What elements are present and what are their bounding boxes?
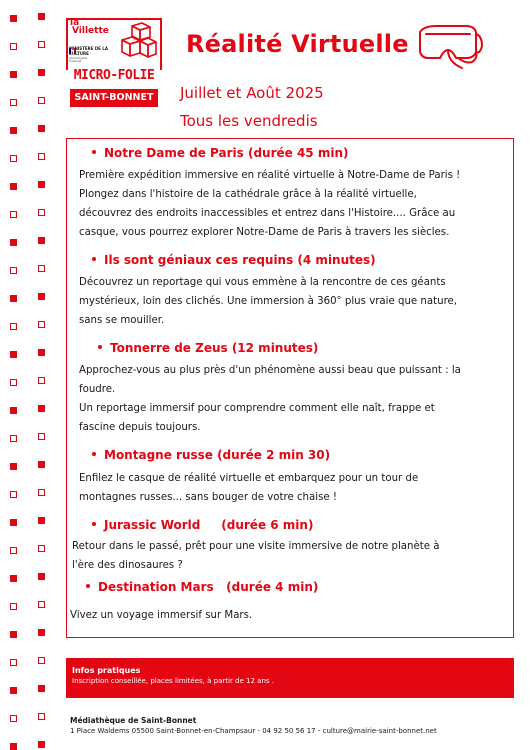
decorative-square [38,545,45,552]
logo-micro-folie: MICRO-FOLIE [73,68,155,83]
footer-name: Médiathèque de Saint-Bonnet [70,716,197,725]
bullet-icon [86,584,90,588]
decorative-square [38,517,45,524]
logo-villette: Villette [72,26,109,36]
decorative-square [10,687,17,694]
decorative-square [10,71,17,78]
infos-heading: Infos pratiques [72,666,141,675]
decorative-square [38,489,45,496]
bullet-icon [92,452,96,456]
item-line: l'ère des dinosaures ? [72,560,183,571]
decorative-square [10,127,17,134]
decorative-square [10,743,17,750]
item-line: fascine depuis toujours. [79,422,201,433]
decorative-square [10,659,17,666]
item-line: mystérieux, loin des clichés. Une immersion à 360° plus vraie que nature, [79,296,458,307]
bullet-icon [92,522,96,526]
item-line: montagnes russes... sans bouger de votre chaise ! [79,492,337,503]
decorative-square [10,15,17,22]
item-line: sans se mouiller. [79,315,165,326]
item-line: Première expédition immersive en réalité virtuelle à Notre-Dame de Paris ! [79,170,461,181]
decorative-square [10,267,17,274]
decorative-square [38,433,45,440]
decorative-square [38,349,45,356]
logo-motto: Liberté Égalité Fraternité [69,57,88,63]
decorative-square [38,405,45,412]
footer-address: 1 Place Waldems 05500 Saint-Bonnet-en-Champsaur - 04 92 50 56 17 - culture@mairie-saint-bonnet.net [70,727,437,735]
item-title-jurassic: Jurassic World (durée 6 min) [92,518,313,532]
decorative-square [10,547,17,554]
decorative-square [10,519,17,526]
decorative-square [10,99,17,106]
micro-folie-logo [66,18,164,110]
decorative-square [38,377,45,384]
decorative-square [10,491,17,498]
vr-headset-icon [414,18,486,72]
logo-ministry: MINISTÈRE DE LA CULTURE [69,46,108,56]
decorative-square [10,43,17,50]
decorative-square [10,211,17,218]
item-title-montagne-russe: Montagne russe (durée 2 min 30) [92,448,330,462]
item-line: Un reportage immersif pour comprendre comment elle naît, frappe et [79,403,435,414]
infos-pratiques [66,658,514,698]
decorative-square [10,239,17,246]
decorative-square [38,461,45,468]
item-title-zeus: Tonnerre de Zeus (12 minutes) [98,341,318,355]
decorative-square [10,435,17,442]
item-line: foudre. [79,384,116,395]
decorative-square [38,181,45,188]
decorative-square [10,351,17,358]
decorative-square [38,293,45,300]
page-title: Réalité Virtuelle [186,30,409,58]
decorative-square [38,125,45,132]
decorative-square [10,155,17,162]
decorative-square [38,209,45,216]
decorative-square [38,713,45,720]
decorative-square [10,323,17,330]
decorative-square [38,657,45,664]
decorative-square [10,631,17,638]
decorative-square [10,379,17,386]
item-line: Vivez un voyage immersif sur Mars. [70,610,253,621]
decorative-square [38,41,45,48]
decorative-square [38,629,45,636]
decorative-square [38,321,45,328]
item-line: Plongez dans l'histoire de la cathédrale grâce à la réalité virtuelle, [79,189,417,200]
decorative-square [10,575,17,582]
item-title-mars: Destination Mars (durée 4 min) [86,580,318,594]
decorative-square [38,685,45,692]
decorative-square [38,153,45,160]
subtitle-days: Tous les vendredis [180,112,318,130]
item-title-notre-dame: Notre Dame de Paris (durée 45 min) [92,146,348,160]
decorative-square [10,603,17,610]
decorative-square [38,237,45,244]
logo-la: la [70,18,80,28]
bullet-icon [92,257,96,261]
decorative-square [38,573,45,580]
decorative-square [38,97,45,104]
bullet-icon [98,345,102,349]
item-line: Retour dans le passé, prêt pour une visite immersive de notre planète à [72,541,440,552]
french-flag-icon [69,39,76,45]
decorative-square [10,183,17,190]
decorative-square [10,295,17,302]
item-title-requins: Ils sont géniaux ces requins (4 minutes) [92,253,376,267]
bullet-icon [92,150,96,154]
decorative-square [10,715,17,722]
item-line: Enfilez le casque de réalité virtuelle et embarquez pour un tour de [79,473,419,484]
item-line: découvrez des endroits inaccessibles et entrez dans l'Histoire.... Grâce au [79,208,456,219]
item-line: Approchez-vous au plus près d'un phénomène aussi beau que puissant : la [79,365,461,376]
subtitle-dates: Juillet et Août 2025 [180,84,324,102]
decorative-square [10,463,17,470]
logo-saint-bonnet: SAINT-BONNET [70,89,158,107]
decorative-square [38,13,45,20]
decorative-squares [0,0,60,750]
decorative-square [38,265,45,272]
footer [70,716,437,736]
infos-text: Inscription conseillée, places limitées, à partir de 12 ans . [72,677,274,685]
decorative-square [10,407,17,414]
decorative-square [38,601,45,608]
decorative-square [38,741,45,748]
decorative-square [38,69,45,76]
cubes-icon [118,22,158,66]
item-line: Découvrez un reportage qui vous emmène à la rencontre de ces géants [79,277,446,288]
item-line: casque, vous pourrez explorer Notre-Dame de Paris à travers les siècles. [79,227,450,238]
